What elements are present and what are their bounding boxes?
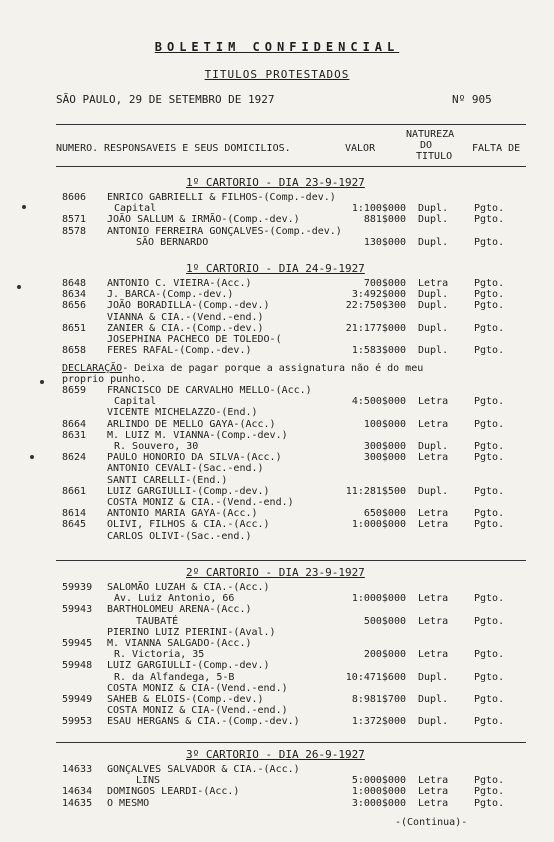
responsible-party: ANTONIO MARIA GAYA-(Acc.) [107,508,258,520]
responsible-party: ZANIER & CIA.-(Comp.-dev.) [107,322,264,334]
responsible-party: CARLOS OLIVI-(Sac.-end.) [107,530,252,542]
responsible-party: FERES RAFAL-(Comp.-dev.) [107,345,252,357]
listing-row [0,716,554,727]
listing-row [0,289,554,300]
falta-de: Pgto. [474,418,505,430]
title-nature: Dupl. [418,671,449,683]
title-value: 22:750$300 [345,300,406,312]
responsible-party: J. BARCA-(Comp.-dev.) [107,289,234,301]
listing-row [0,497,554,508]
title-value: 1:000$000 [351,786,406,798]
falta-de: Pgto. [474,203,505,215]
title-nature: Letra [418,278,449,289]
declaracao-text-2: proprio punho. [62,374,147,385]
margin-dot [22,205,26,209]
title-nature: Letra [418,797,449,809]
falta-de: Pgto. [474,345,505,357]
responsible-party: M. LUIZ M. VIANNA-(Comp.-dev.) [107,429,288,441]
title-value: 700$000 [363,278,406,289]
listing-row [0,452,554,463]
title-number: 8631 [62,429,87,441]
responsible-party: ANTONIO C. VIEIRA-(Acc.) [107,278,252,289]
responsible-party: LINS [136,775,161,787]
title-number: 8651 [62,322,87,334]
listing-row [0,683,554,694]
continua-note: -(Continua)- [395,817,468,828]
responsible-party: Av. Luiz Antonio, 66 [114,593,235,605]
listing-row [0,593,554,604]
listing-row [0,508,554,519]
title-number: 59939 [62,582,93,593]
title-nature: Letra [418,418,449,430]
listing-row [0,396,554,407]
falta-de: Pgto. [474,289,505,301]
falta-de: Pgto. [474,322,505,334]
listing-row [0,786,554,797]
title-nature: Letra [418,593,449,605]
title-nature: Letra [418,615,449,627]
listing-row [0,475,554,486]
falta-de: Pgto. [474,214,505,226]
title-nature: Letra [418,396,449,408]
listing-row [0,604,554,615]
listing-row [0,694,554,705]
title-nature: Letra [418,786,449,798]
title-nature: Dupl. [418,485,449,497]
title-value: 200$000 [363,649,406,661]
cartorio-heading: 2º CARTORIO - DIA 23-9-1927 [186,566,365,579]
responsible-party: Capital [114,396,157,408]
listing-row [0,616,554,627]
title-number: 8645 [62,519,87,531]
margin-dot [40,380,44,384]
responsible-party: ANTONIO FERREIRA GONÇALVES-(Comp.-dev.) [107,225,342,237]
title-value: 300$000 [363,441,406,452]
col-responsaveis: RESPONSAVEIS E SEUS DOMICILIOS. [104,143,291,154]
col-natureza-1: NATUREZA [406,129,455,140]
listing-row [0,649,554,660]
title-nature: Letra [418,519,449,531]
falta-de: Pgto. [474,775,505,787]
responsible-party: TAUBATÉ [136,615,179,627]
title-number: 8624 [62,452,87,464]
title-number: 8634 [62,289,87,301]
title-number: 8664 [62,418,87,430]
falta-de: Pgto. [474,593,505,605]
responsible-party: ESAU HERGANS & CIA.-(Comp.-dev.) [107,716,300,728]
falta-de: Pgto. [474,716,505,728]
title-number: 8571 [62,214,87,226]
col-natureza-2: DO [420,140,433,151]
responsible-party: COSTA MONIZ & CIA-(Vend.-end.) [107,682,288,694]
responsible-party: M. VIANNA SALGADO-(Acc.) [107,638,252,649]
title-number: 8656 [62,300,87,312]
title-nature: Dupl. [418,694,449,705]
header-rule-bottom [56,166,526,167]
listing-row [0,441,554,452]
listing-row [0,764,554,775]
falta-de: Pgto. [474,671,505,683]
listing-row [0,323,554,334]
title-value: 1:372$000 [351,716,406,728]
listing-row [0,638,554,649]
responsible-party: SAHEB & ELOIS-(Comp.-dev.) [107,694,264,705]
responsible-party: VICENTE MICHELAZZO-(End.) [107,407,258,419]
title-nature: Letra [418,508,449,520]
falta-de: Pgto. [474,300,505,312]
listing-row [0,407,554,418]
listing-row [0,192,554,203]
listing-row [0,486,554,497]
title-nature: Dupl. [418,289,449,301]
responsible-party: COSTA MONIZ & CIA-(Vend.-end.) [107,705,288,717]
responsible-party: Capital [114,203,157,215]
responsible-party: JOÃO BORADILLA-(Comp.-dev.) [107,300,270,312]
title-value: 1:583$000 [351,345,406,357]
title-nature: Dupl. [418,345,449,357]
responsible-party: VIANNA & CIA.-(Vend.-end.) [107,311,264,323]
declaracao-note [62,363,532,385]
col-numero: NUMERO. [56,143,99,154]
cartorio-heading: 1º CARTORIO - DIA 24-9-1927 [186,262,365,275]
title-number: 8658 [62,345,87,357]
falta-de: Pgto. [474,519,505,531]
declaracao-text: - Deixa de pagar porque a assignatura não é do meu [122,363,424,374]
title-number: 59953 [62,716,93,728]
responsible-party: PAULO HONORIO DA SILVA-(Acc.) [107,452,282,464]
title-number: 59945 [62,638,93,649]
issue-number: Nº 905 [452,93,492,106]
title-value: 21:177$000 [345,322,406,334]
listing-row [0,660,554,671]
listing-row [0,531,554,542]
responsible-party: SÃO BERNARDO [136,236,209,248]
title-value: 4:500$000 [351,396,406,408]
responsible-party: ENRICO GABRIELLI & FILHOS-(Comp.-dev.) [107,192,336,203]
falta-de: Pgto. [474,396,505,408]
title-nature: Dupl. [418,203,449,215]
title-number: 59949 [62,694,93,705]
title-value: 5:000$000 [351,775,406,787]
cartorio-heading: 1º CARTORIO - DIA 23-9-1927 [186,176,365,189]
title-number: 8661 [62,485,87,497]
title-number: 14634 [62,786,93,798]
falta-de: Pgto. [474,236,505,248]
section-rule [56,742,526,743]
margin-dot [17,285,21,289]
falta-de: Pgto. [474,508,505,520]
title-number: 8606 [62,192,87,203]
responsible-party: OLIVI, FILHOS & CIA.-(Acc.) [107,519,270,531]
falta-de: Pgto. [474,441,505,452]
title-value: 8:981$700 [351,694,406,705]
title-nature: Letra [418,649,449,661]
responsible-party: O MESMO [107,797,150,809]
listing-row [0,226,554,237]
responsible-party: FRANCISCO DE CARVALHO MELLO-(Acc.) [107,385,312,396]
title-number: 8578 [62,225,87,237]
col-valor: VALOR [345,143,376,154]
header-rule-top [56,124,526,125]
listing-row [0,237,554,248]
listing-row [0,203,554,214]
title-nature: Letra [418,775,449,787]
title-nature: Dupl. [418,236,449,248]
listing-row [0,519,554,530]
title-nature: Dupl. [418,214,449,226]
bulletin-title: BOLETIM CONFIDENCIAL [154,40,400,54]
falta-de: Pgto. [474,615,505,627]
responsible-party: JOÃO SALLUM & IRMÃO-(Comp.-dev.) [107,214,300,226]
title-value: 1:100$000 [351,203,406,215]
responsible-party: JOSEPHINA PACHECO DE TOLEDO-( [107,334,282,345]
cartorio-heading: 3º CARTORIO - DIA 26-9-1927 [186,748,365,761]
title-nature: Dupl. [418,322,449,334]
falta-de: Pgto. [474,278,505,289]
title-value: 1:000$000 [351,519,406,531]
listing-row [0,419,554,430]
listing-row [0,430,554,441]
listing-row [0,214,554,225]
falta-de: Pgto. [474,649,505,661]
responsible-party: GONÇALVES SALVADOR & CIA.-(Acc.) [107,764,300,775]
title-number: 8648 [62,278,87,289]
section-rule [56,560,526,561]
title-value: 10:471$600 [345,671,406,683]
title-number: 14635 [62,797,93,809]
listing-row [0,385,554,396]
title-value: 11:281$500 [345,485,406,497]
responsible-party: SALOMÃO LUZAH & CIA.-(Acc.) [107,582,270,593]
title-number: 14633 [62,764,93,775]
bulletin-subtitle: TITULOS PROTESTADOS [204,68,350,81]
falta-de: Pgto. [474,694,505,705]
falta-de: Pgto. [474,786,505,798]
listing-row [0,582,554,593]
title-number: 8614 [62,508,87,520]
falta-de: Pgto. [474,797,505,809]
title-value: 3:492$000 [351,289,406,301]
listing-row [0,345,554,356]
declaracao-label: DECLARAÇÃO [62,363,123,374]
responsible-party: DOMINGOS LEARDI-(Acc.) [107,786,240,798]
responsible-party: PIERINO LUIZ PIERINI-(Aval.) [107,626,276,638]
dateline: SÃO PAULO, 29 DE SETEMBRO DE 1927 [56,93,275,106]
title-value: 130$000 [363,236,406,248]
listing-row [0,278,554,289]
title-nature: Dupl. [418,441,449,452]
title-value: 881$000 [363,214,406,226]
listing-row [0,672,554,683]
responsible-party: R. Souvero, 30 [114,441,199,452]
responsible-party: ARLINDO DE MELLO GAYA-(Acc.) [107,418,276,430]
title-number: 59948 [62,660,93,672]
responsible-party: BARTHOLOMEU ARENA-(Acc.) [107,604,252,616]
responsible-party: LUIZ GARGIULLI-(Comp.-dev.) [107,660,270,672]
responsible-party: LUIZ GARGIULLI-(Comp.-dev.) [107,485,270,497]
falta-de: Pgto. [474,452,505,464]
responsible-party: SANTI CARELLI-(End.) [107,474,228,486]
listing-row [0,798,554,809]
title-number: 59943 [62,604,93,616]
responsible-party: COSTA MONIZ & CIA.-(Vend.-end.) [107,497,294,508]
responsible-party: R. Victoria, 35 [114,649,205,661]
listing-row [0,775,554,786]
listing-row [0,463,554,474]
title-nature: Dupl. [418,716,449,728]
col-falta: FALTA DE [472,143,521,154]
listing-row [0,312,554,323]
title-value: 3:000$000 [351,797,406,809]
title-value: 100$000 [363,418,406,430]
title-number: 8659 [62,385,87,396]
col-natureza-3: TITULO [416,151,453,162]
listing-row [0,627,554,638]
title-value: 300$000 [363,452,406,464]
listing-row [0,705,554,716]
responsible-party: ANTONIO CEVALI-(Sac.-end.) [107,463,264,475]
title-value: 1:000$000 [351,593,406,605]
title-value: 650$000 [363,508,406,520]
falta-de: Pgto. [474,485,505,497]
title-nature: Letra [418,452,449,464]
margin-dot [30,455,34,459]
title-value: 500$000 [363,615,406,627]
listing-row [0,300,554,311]
responsible-party: R. da Alfandega, 5-B [114,671,235,683]
listing-row [0,334,554,345]
title-nature: Dupl. [418,300,449,312]
